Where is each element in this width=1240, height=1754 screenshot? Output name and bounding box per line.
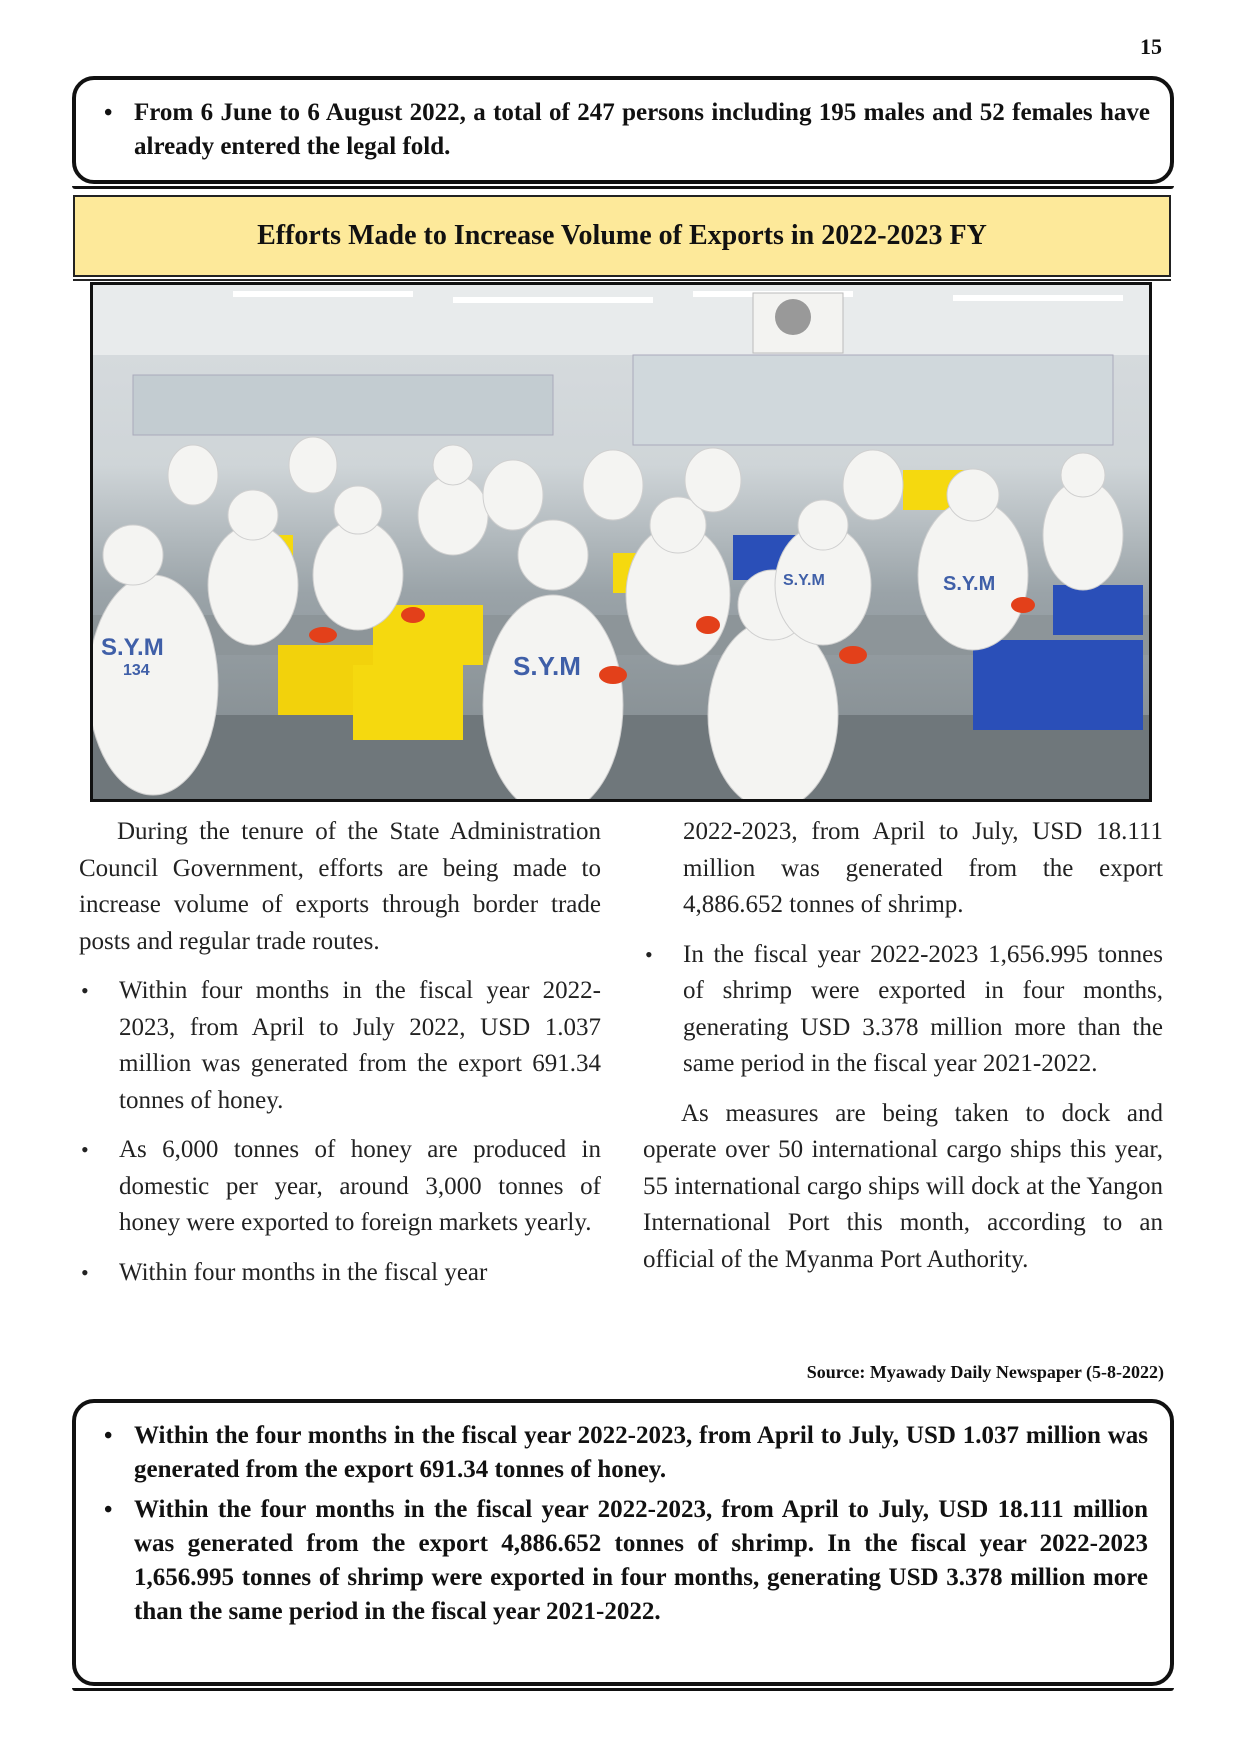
right-column	[643, 814, 1163, 1278]
coat-label: S.Y.M	[783, 572, 825, 589]
left-column	[79, 814, 601, 1291]
intro-paragraph: During the tenure of the State Administration Council Government, efforts are being made to increase volume of exports through border trade posts and regular trade routes.	[79, 818, 601, 955]
coat-label: S.Y.M	[101, 634, 164, 661]
summary-box-bottom	[72, 1399, 1174, 1686]
factory-workers-photo	[90, 282, 1152, 802]
closing-paragraph: As measures are being taken to dock and operate over 50 international cargo ships this year, 55 international cargo ships will dock at the Yangon International Port this month, according to an official of the Myanma Port Authority.	[643, 1099, 1163, 1273]
coat-label: S.Y.M	[943, 573, 996, 595]
list-item: • Within four months in the fiscal year 2022-2023, from April to July 2022, USD 1.037 million was generated from the export 691.34 tonnes of honey.	[79, 973, 601, 1119]
source-citation: Source: Myawady Daily Newspaper (5-8-2022)	[806, 1362, 1164, 1382]
coat-number: 134	[123, 662, 150, 679]
photo-illustration	[93, 285, 1149, 799]
summary-box-top	[72, 76, 1174, 184]
summary-item: • From 6 June to 6 August 2022, a total of 247 persons including 195 males and 52 females have already entered the legal fold.	[92, 96, 1150, 164]
page-number: 15	[1140, 34, 1162, 59]
summary-item: • Within the four months in the fiscal year 2022-2023, from April to July, USD 18.111 million was generated from the export 4,886.652 tonnes of shrimp. In the fiscal year 2022-2023 1,656.995 tonnes of shrimp were exported in four months, generating USD 3.378 million more than the same period in the fiscal year 2021-2022.	[92, 1493, 1148, 1629]
summary-item: • Within the four months in the fiscal year 2022-2023, from April to July, USD 1.037 million was generated from the export 691.34 tonnes of honey.	[92, 1419, 1148, 1487]
list-item: • Within four months in the fiscal year	[79, 1255, 601, 1292]
list-item-continuation: 2022-2023, from April to July, USD 18.111 million was generated from the export 4,886.652 tonnes of shrimp.	[683, 818, 1163, 918]
section-title: Efforts Made to Increase Volume of Exports in 2022-2023 FY	[73, 195, 1171, 277]
list-item: • As 6,000 tonnes of honey are produced in domestic per year, around 3,000 tonnes of honey were exported to foreign markets yearly.	[79, 1132, 601, 1242]
list-item: • In the fiscal year 2022-2023 1,656.995 tonnes of shrimp were exported in four months, generating USD 3.378 million more than the same period in the fiscal year 2021-2022.	[643, 937, 1163, 1083]
coat-label: S.Y.M	[513, 651, 581, 681]
